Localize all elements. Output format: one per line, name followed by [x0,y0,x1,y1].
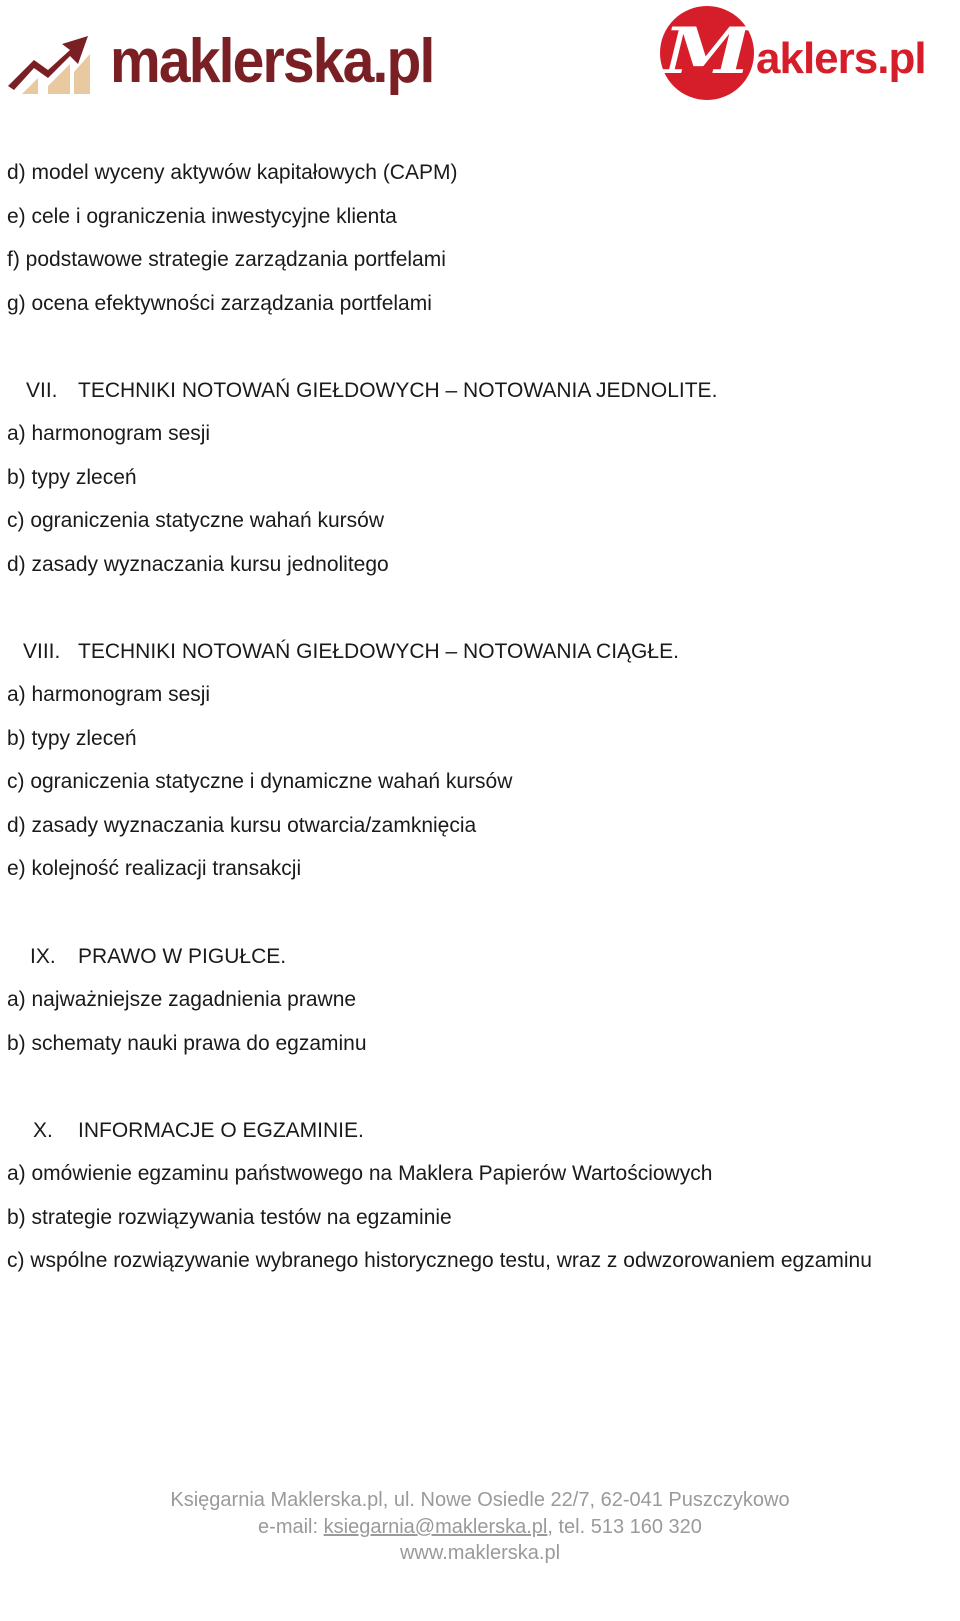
section-number: VIII. [23,640,61,663]
section-number: X. [33,1119,53,1142]
list-item: f) podstawowe strategie zarządzania portfelami [7,248,446,271]
maklers-brand-text: aklers.pl [756,34,926,83]
footer-phone: , tel. 513 160 320 [547,1516,702,1538]
footer-email-link[interactable]: ksiegarnia@maklerska.pl [323,1516,548,1538]
list-item: e) kolejność realizacji transakcji [7,857,302,880]
maklerska-brand-text: maklerska.pl [110,27,434,96]
list-item: b) typy zleceń [7,466,137,489]
maklerska-logo [8,26,448,100]
list-item: c) wspólne rozwiązywanie wybranego historycznego testu, wraz z odwzorowaniem egzaminu [7,1249,872,1272]
list-item: b) schematy nauki prawa do egzaminu [7,1032,367,1055]
list-item: a) najważniejsze zagadnienia prawne [7,988,357,1011]
list-item: c) ograniczenia statyczne wahań kursów [7,509,385,532]
maklers-logo [660,6,960,106]
list-item: b) strategie rozwiązywania testów na egzaminie [7,1206,452,1229]
list-item: d) model wyceny aktywów kapitałowych (CAPM) [7,161,458,184]
section-title: TECHNIKI NOTOWAŃ GIEŁDOWYCH – NOTOWANIA CIĄGŁE. [78,640,679,663]
maklers-m-letter: M [662,13,752,89]
list-item: c) ograniczenia statyczne i dynamiczne wahań kursów [7,770,513,793]
footer-address: Księgarnia Maklerska.pl, ul. Nowe Osiedle 22/7, 62-041 Puszczykowo [170,1489,790,1511]
list-item: a) harmonogram sesji [7,422,211,445]
list-item: d) zasady wyznaczania kursu jednolitego [7,553,389,576]
footer-contact [0,1516,960,1539]
list-item: b) typy zleceń [7,727,137,750]
section-number: VII. [26,379,58,402]
section-title: PRAWO W PIGUŁCE. [78,945,287,968]
section-title: INFORMACJE O EGZAMINIE. [78,1119,364,1142]
list-item: d) zasady wyznaczania kursu otwarcia/zamknięcia [7,814,477,837]
footer-website[interactable]: www.maklerska.pl [399,1542,561,1564]
section-title: TECHNIKI NOTOWAŃ GIEŁDOWYCH – NOTOWANIA JEDNOLITE. [78,379,718,402]
chart-arrow-icon [8,28,104,98]
list-item: a) harmonogram sesji [7,683,211,706]
list-item: g) ocena efektywności zarządzania portfelami [7,292,432,315]
list-item: e) cele i ograniczenia inwestycyjne klienta [7,205,397,228]
footer-email-label: e-mail: [258,1516,324,1538]
maklers-m-badge [660,6,754,100]
list-item: a) omówienie egzaminu państwowego na Maklera Papierów Wartościowych [7,1162,713,1185]
section-number: IX. [30,945,56,968]
